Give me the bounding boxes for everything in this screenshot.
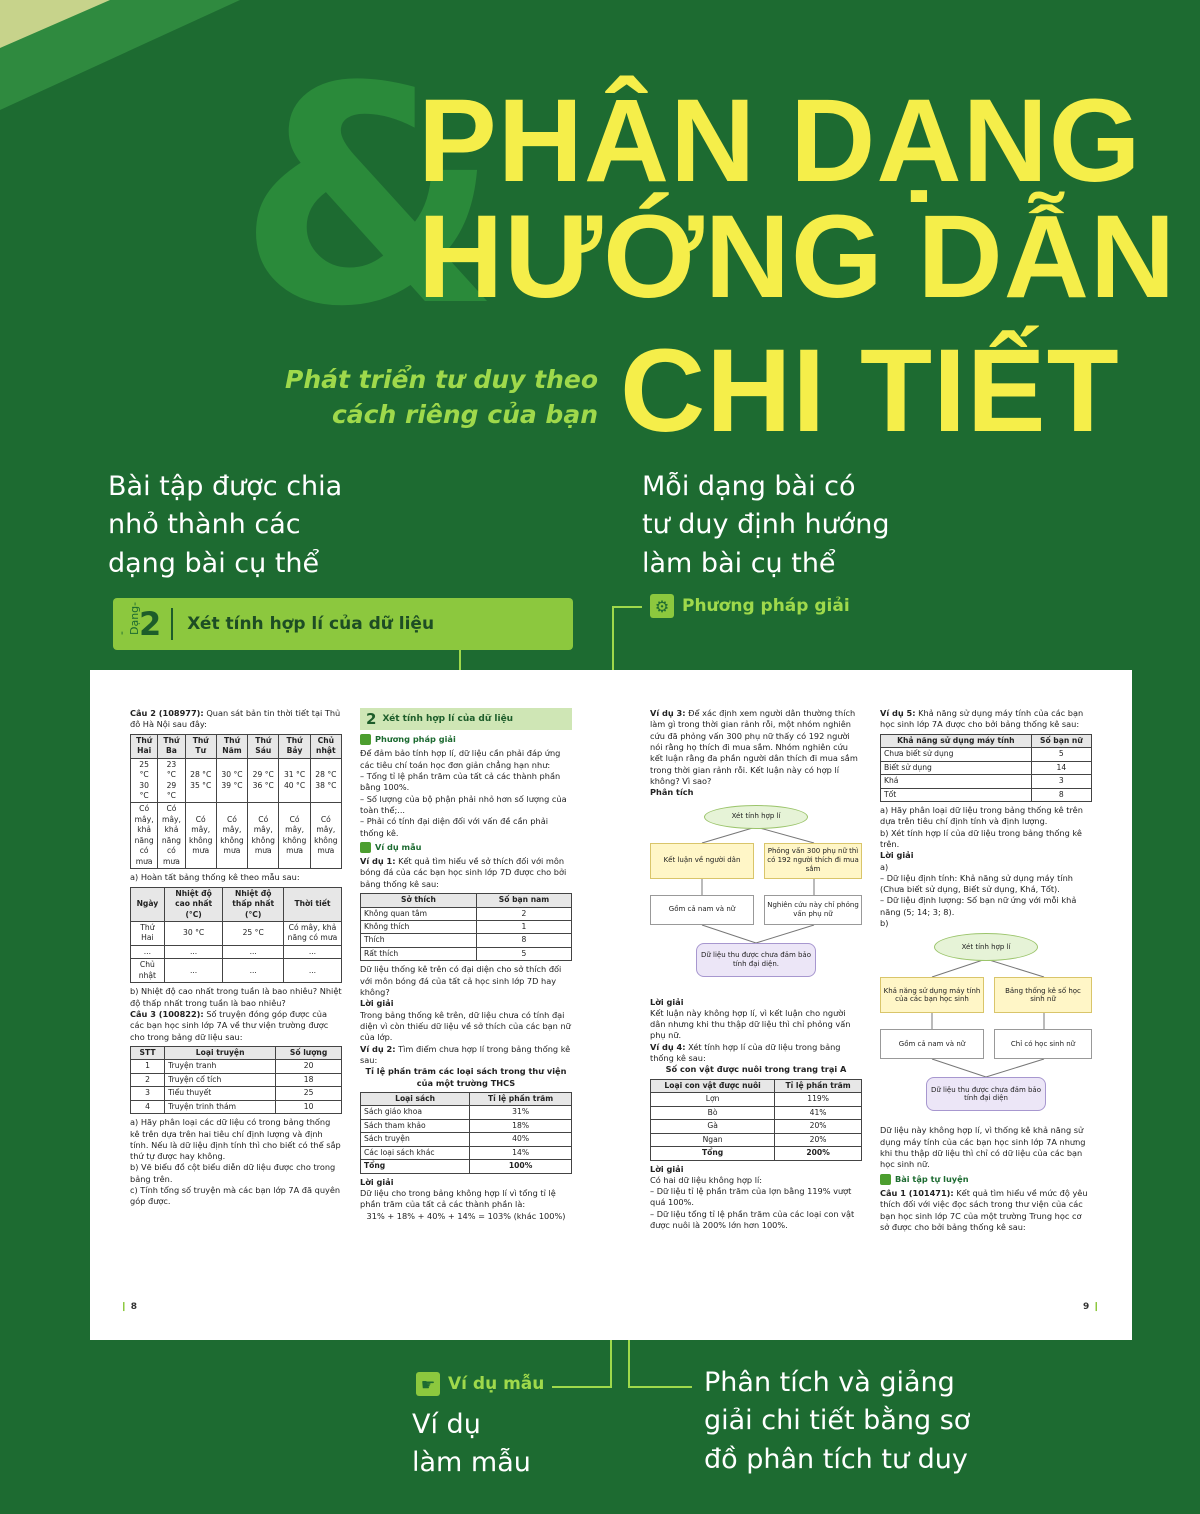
table-cell: 20% xyxy=(775,1133,862,1146)
story-table xyxy=(130,1046,342,1114)
question-2 xyxy=(130,708,342,731)
hobby-table xyxy=(360,893,572,961)
table-cell: Biết sử dụng xyxy=(881,761,1032,774)
table-header: Ngày xyxy=(131,887,165,921)
table-cell: 14% xyxy=(470,1146,572,1159)
table-cell: Có mây, không mưa xyxy=(310,803,341,869)
caption-line: tư duy định hướng xyxy=(642,509,890,541)
table-header: Tỉ lệ phần trăm xyxy=(775,1079,862,1092)
table-cell: 20% xyxy=(775,1120,862,1133)
table-cell: Gà xyxy=(651,1120,775,1133)
table-cell: Chủ nhật xyxy=(131,959,165,983)
table-cell: 28 °C 35 °C xyxy=(185,758,216,803)
paragraph: a) Hãy phân loại dữ liệu trong bảng thống kê trên dựa trên tiêu chí định tính và định lượng. xyxy=(880,804,1083,827)
solution-label: Lời giải xyxy=(880,850,914,861)
table-header: Khả năng sử dụng máy tính xyxy=(881,734,1032,747)
table-cell: 23 °C 29 °C xyxy=(158,758,185,803)
template-table xyxy=(130,887,342,984)
example-heading-label: Ví dụ mẫu xyxy=(375,841,422,852)
hand-pointing-icon: ☛ xyxy=(416,1372,440,1396)
table-cell: 3 xyxy=(131,1087,165,1100)
table-header: Thứ Bảy xyxy=(279,734,310,758)
table-header: Loại con vật được nuôi xyxy=(651,1079,775,1092)
page-9-col-2 xyxy=(880,708,1092,1233)
page-number-left: ❙ 8 xyxy=(120,1302,137,1312)
table-cell: Có mây, không mưa xyxy=(248,803,279,869)
table-cell: 25 °C xyxy=(223,921,284,945)
paragraph: – Số lượng của bộ phận phải nhỏ hơn số lượng của toàn thể;... xyxy=(360,793,567,815)
table-cell: 1 xyxy=(131,1060,165,1073)
table-cell: Có mây, không mưa xyxy=(185,803,216,869)
table-row xyxy=(651,1147,862,1160)
example-label: Ví dụ 4: xyxy=(650,1041,686,1052)
dang-number: 2 xyxy=(139,605,162,643)
caption-line: làm mẫu xyxy=(412,1447,531,1479)
table-row xyxy=(881,748,1092,761)
practice-heading-label: Bài tập tự luyện xyxy=(895,1173,969,1184)
table-row xyxy=(881,761,1092,774)
table-cell: 28 °C 38 °C xyxy=(310,758,341,803)
table-cell: Ngan xyxy=(651,1133,775,1146)
connector-line xyxy=(612,606,642,608)
table-cell: Sách giáo khoa xyxy=(361,1106,470,1119)
caption-line: Mỗi dạng bài có xyxy=(642,471,856,502)
dang-label: -Dạng- xyxy=(115,601,141,635)
flowchart-2 xyxy=(880,929,1092,1125)
table-row xyxy=(361,1119,572,1132)
book-type-table xyxy=(360,1092,572,1174)
flow-node-result: Dữ liệu thu được chưa đảm bảo tính đại diện. xyxy=(696,943,816,977)
weather-table xyxy=(130,734,342,870)
table-cell: 5 xyxy=(1031,748,1091,761)
paragraph: Để đảm bảo tính hợp lí, dữ liệu cần phải đáp ứng các tiêu chí toán học đơn giản chẳng hạn như: xyxy=(360,748,561,770)
solution-label: Lời giải xyxy=(360,1176,394,1187)
table-cell: ... xyxy=(283,959,341,983)
table-header: Thứ Sáu xyxy=(248,734,279,758)
paragraph: Có hai dữ liệu không hợp lí: xyxy=(650,1174,763,1185)
table-cell: Có mây, khả năng có mưa xyxy=(131,803,158,869)
table-row xyxy=(361,947,572,960)
hand-pointing-icon xyxy=(360,842,371,853)
dang-title: Xét tính hợp lí của dữ liệu xyxy=(187,614,435,634)
example-heading xyxy=(360,842,572,853)
method-badge xyxy=(650,594,850,618)
table-cell: 14 xyxy=(1031,761,1091,774)
table-cell: 29 °C 36 °C xyxy=(248,758,279,803)
question-label: Câu 3 (100822): xyxy=(130,1008,204,1019)
table-header: Số bạn nam xyxy=(476,894,571,907)
question-label: Câu 2 (108977): xyxy=(130,708,204,718)
method-heading xyxy=(360,734,572,745)
example-text: Để xác định xem người dân thường thích làm gì trong thời gian rảnh rỗi, một nhóm nghiên cứu đã phỏng vấn 300 phụ nữ thấy có 192 người nói rằng họ thích đi mua sắm. Nhóm nghiên cứu kết luận rằng đa phần người dân thích đi mua sắm trong thời gian rảnh rỗi. Kết luận này có hợp lí không? Vì sao? xyxy=(650,708,858,786)
question-part: a) Hãy phân loại các dữ liệu có trong bảng thống kê trên dựa trên hai tiêu chí định lượng và định tính. Nếu là dữ liệu định tính thì cho biết có thể sắp thứ tự được hay không. xyxy=(130,1117,341,1162)
table-header: Thời tiết xyxy=(283,887,341,921)
pencil-icon xyxy=(880,1174,891,1185)
table-row xyxy=(651,1106,862,1119)
table-cell: 18% xyxy=(470,1119,572,1132)
title-line-1: PHÂN DẠNG xyxy=(418,75,1142,207)
flow-node: Phỏng vấn 300 phụ nữ thì có 192 người thích đi mua sắm xyxy=(764,843,862,879)
dang-banner xyxy=(113,598,573,650)
solution-label: Lời giải xyxy=(360,998,394,1009)
table-cell: 40% xyxy=(470,1133,572,1146)
table-header: Thứ Năm xyxy=(216,734,247,758)
table-cell: 1 xyxy=(476,921,571,934)
caption-right-top xyxy=(642,468,890,583)
page-number-left-text: 8 xyxy=(130,1302,137,1312)
caption-bottom-right xyxy=(704,1364,970,1479)
table-header: Nhiệt độ cao nhất (°C) xyxy=(164,887,223,921)
table-cell: ... xyxy=(223,959,284,983)
paragraph: b) Xét tính hợp lí của dữ liệu trong bảng thống kê trên. xyxy=(880,827,1082,849)
table-row xyxy=(131,1073,342,1086)
table-header: Nhiệt độ thấp nhất (°C) xyxy=(223,887,284,921)
caption-line: đồ phân tích tư duy xyxy=(704,1443,968,1475)
table-cell: 8 xyxy=(476,934,571,947)
table-cell: Tổng xyxy=(651,1147,775,1160)
table-row xyxy=(361,921,572,934)
table-cell: Bò xyxy=(651,1106,775,1119)
table-row xyxy=(361,1133,572,1146)
table-row xyxy=(131,1100,342,1113)
table-cell: 31% xyxy=(470,1106,572,1119)
table-cell: Không quan tâm xyxy=(361,907,477,920)
table-row xyxy=(131,1060,342,1073)
table-cell: Tổng xyxy=(361,1160,470,1173)
page-number-right-text: 9 xyxy=(1083,1302,1090,1312)
title-line-3: CHI TIẾT xyxy=(620,325,1120,457)
connector-line xyxy=(628,1386,692,1388)
question-text: Kết quả tìm hiểu về mức độ yêu thích đối với việc đọc sách trong thư viện của các bạn học sinh lớp 7C của một trường Trung học cơ sở được cho bởi bảng thống kê sau: xyxy=(880,1187,1088,1232)
paragraph: – Dữ liệu tỉ lệ phần trăm của lợn bằng 119% vượt quá 100%. xyxy=(650,1186,852,1208)
example-2 xyxy=(360,1044,572,1067)
page-8-col-1 xyxy=(130,708,342,1208)
page-9-col-1 xyxy=(650,708,862,1231)
paragraph: b) xyxy=(880,918,889,929)
title-line-2: HƯỚNG DẪN xyxy=(418,191,1177,323)
slogan xyxy=(285,362,598,432)
table-header: Loại truyện xyxy=(165,1046,276,1059)
paragraph: – Dữ liệu định tính: Khả năng sử dụng máy tính (Chưa biết sử dụng, Biết sử dụng, Khá, Tốt). xyxy=(880,872,1073,895)
solution-label: Lời giải xyxy=(650,1163,684,1174)
table-header: STT xyxy=(131,1046,165,1059)
paragraph: Dữ liệu cho trong bảng không hợp lí vì tổng tỉ lệ phần trăm của tất cả các thành phần là: xyxy=(360,1187,556,1210)
table-cell: 30 °C xyxy=(164,921,223,945)
table-row xyxy=(361,1106,572,1119)
table-cell: 100% xyxy=(470,1160,572,1173)
table-cell: 25 °C 30 °C xyxy=(131,758,158,803)
table-title: Tỉ lệ phần trăm các loại sách trong thư viện của một trường THCS xyxy=(365,1066,567,1088)
table-cell: Có mây, không mưa xyxy=(216,803,247,869)
paragraph: – Phải có tính đại diện đối với vấn đề cần phải thống kê. xyxy=(360,816,548,838)
example-text: Kết quả tìm hiểu về sở thích đối với môn bóng đá của các bạn học sinh lớp 7D được cho bởi bảng thống kê sau: xyxy=(360,856,567,889)
table-cell: 30 °C 39 °C xyxy=(216,758,247,803)
question-part: b) Nhiệt độ cao nhất trong tuần là bao nhiêu? Nhiệt độ thấp nhất trong tuần là bao nhiêu? xyxy=(130,986,342,1008)
table-cell: ... xyxy=(283,945,341,958)
example-4 xyxy=(650,1042,862,1065)
table-cell: Rất thích xyxy=(361,947,477,960)
table-cell: Các loại sách khác xyxy=(361,1146,470,1159)
caption-left-top xyxy=(108,468,342,583)
flow-node-root: Xét tính hợp lí xyxy=(934,933,1038,961)
table-cell: ... xyxy=(164,945,223,958)
table-cell: 5 xyxy=(476,947,571,960)
table-cell: Có mây, khả năng có mưa xyxy=(158,803,185,869)
table-header: Sở thích xyxy=(361,894,477,907)
table-header: Tỉ lệ phần trăm xyxy=(470,1092,572,1105)
table-header: Loại sách xyxy=(361,1092,470,1105)
flow-node-root: Xét tính hợp lí xyxy=(704,805,808,829)
table-header: Thứ Hai xyxy=(131,734,158,758)
connector-line xyxy=(552,1386,612,1388)
table-row xyxy=(131,1087,342,1100)
example-text: Khả năng sử dụng máy tính của các bạn học sinh lớp 7A được cho bởi bảng thống kê sau: xyxy=(880,708,1084,730)
method-badge-label: Phương pháp giải xyxy=(682,596,850,616)
table-cell: 31 °C 40 °C xyxy=(279,758,310,803)
example-label: Ví dụ 3: xyxy=(650,708,686,718)
table-cell: ... xyxy=(164,959,223,983)
dang-mini-title: Xét tính hợp lí của dữ liệu xyxy=(382,713,514,724)
example-5 xyxy=(880,708,1092,731)
table-cell: Có mây, khả năng có mưa xyxy=(283,921,341,945)
table-row xyxy=(361,934,572,947)
page-number-right: 9 ❙ xyxy=(1083,1302,1100,1312)
table-header: Thứ Ba xyxy=(158,734,185,758)
caption-line: Phân tích và giảng xyxy=(704,1367,955,1398)
slogan-line-2: cách riêng của bạn xyxy=(331,400,598,429)
dang-divider xyxy=(171,608,173,640)
question-text: Quan sát bản tin thời tiết tại Thủ đô Hà Nội sau đây: xyxy=(130,708,341,730)
table-row xyxy=(361,907,572,920)
example-badge xyxy=(416,1372,544,1396)
table-title: Số con vật được nuôi trong trang trại A xyxy=(665,1064,847,1075)
flow-node: Gồm cả nam và nữ xyxy=(880,1029,984,1059)
dang-mini-banner xyxy=(360,708,572,730)
farm-table xyxy=(650,1079,862,1161)
table-cell: 119% xyxy=(775,1093,862,1106)
example-1 xyxy=(360,856,572,890)
table-header: Số lượng xyxy=(276,1046,342,1059)
table-row xyxy=(361,1146,572,1159)
computer-skill-table xyxy=(880,734,1092,802)
table-cell: 10 xyxy=(276,1100,342,1113)
flowchart-1 xyxy=(650,799,862,997)
table-cell: Sách truyện xyxy=(361,1133,470,1146)
table-row xyxy=(651,1093,862,1106)
example-label: Ví dụ 5: xyxy=(880,708,916,718)
gear-icon: ⚙ xyxy=(650,594,674,618)
table-cell: Có mây, không mưa xyxy=(279,803,310,869)
table-cell: 18 xyxy=(276,1073,342,1086)
table-cell: Lợn xyxy=(651,1093,775,1106)
example-text: Tìm điểm chưa hợp lí trong bảng thống kê sau: xyxy=(360,1043,571,1065)
table-row xyxy=(651,1133,862,1146)
table-cell: 20 xyxy=(276,1060,342,1073)
analysis-label: Phân tích xyxy=(650,787,694,798)
table-cell: 2 xyxy=(131,1073,165,1086)
table-cell: 41% xyxy=(775,1106,862,1119)
table-cell: 2 xyxy=(476,907,571,920)
table-row xyxy=(651,1120,862,1133)
example-badge-label: Ví dụ mẫu xyxy=(448,1374,545,1394)
calculation: 31% + 18% + 40% + 14% = 103% (khác 100%) xyxy=(366,1210,566,1221)
caption-line: dạng bài cụ thể xyxy=(108,547,320,579)
flow-node: Khả năng sử dụng máy tính của các bạn học sinh xyxy=(880,977,984,1013)
practice-question-1 xyxy=(880,1188,1092,1233)
question-part: b) Vẽ biểu đồ cột biểu diễn dữ liệu được cho trong bảng trên. xyxy=(130,1162,336,1184)
example-label: Ví dụ 1: xyxy=(360,856,396,867)
table-cell: 3 xyxy=(1031,775,1091,788)
table-cell: 200% xyxy=(775,1147,862,1160)
table-cell: ... xyxy=(223,945,284,958)
table-cell: Tiểu thuyết xyxy=(165,1087,276,1100)
paragraph: – Dữ liệu định lượng: Số bạn nữ ứng với mỗi khả năng (5; 14; 3; 8). xyxy=(880,895,1077,917)
question-text: Số truyện đóng góp được của các bạn học sinh lớp 7A về thư viện trường được cho trong bảng dữ liệu sau: xyxy=(130,1008,329,1042)
caption-line: làm bài cụ thể xyxy=(642,547,836,579)
caption-bottom-left xyxy=(412,1406,531,1483)
table-header: Số bạn nữ xyxy=(1031,734,1091,747)
question-part: a) Hoàn tất bảng thống kê theo mẫu sau: xyxy=(130,872,300,883)
example-text: Xét tính hợp lí của dữ liệu trong bảng thống kê sau: xyxy=(650,1041,841,1064)
ampersand: & xyxy=(238,23,500,372)
table-header: Thứ Tư xyxy=(185,734,216,758)
table-cell: 8 xyxy=(1031,788,1091,801)
solution-label: Lời giải xyxy=(650,996,684,1007)
caption-line: Ví dụ xyxy=(412,1409,481,1440)
table-cell: Truyện trinh thám xyxy=(165,1100,276,1113)
table-cell: Thích xyxy=(361,934,477,947)
question-label: Câu 1 (101471): xyxy=(880,1187,954,1198)
paragraph: Dữ liệu thống kê trên có đại diện cho sở thích đối với môn bóng đá của tất cả học sinh lớp 7D hay không? xyxy=(360,964,562,998)
flow-node: Kết luận về người dân xyxy=(650,843,754,879)
caption-line: giải chi tiết bằng sơ xyxy=(704,1405,971,1437)
flow-node-result: Dữ liệu thu được chưa đảm bảo tính đại diện xyxy=(926,1077,1046,1111)
paragraph: – Dữ liệu tổng tỉ lệ phần trăm của các loại con vật được nuôi là 200% lớn hơn 100%. xyxy=(650,1208,855,1231)
table-cell: 4 xyxy=(131,1100,165,1113)
table-cell: Khá xyxy=(881,775,1032,788)
paragraph: a) xyxy=(880,861,889,872)
caption-line: nhỏ thành các xyxy=(108,509,301,541)
paragraph: Dữ liệu này không hợp lí, vì thống kê khả năng sử dụng máy tính của các bạn học sinh lớp 7A nhưng khi thu thập dữ liệu thì chỉ có dữ liệu của các bạn học sinh nữ. xyxy=(880,1125,1086,1170)
paragraph: Trong bảng thống kê trên, dữ liệu chưa có tính đại diện vì còn thiếu dữ liệu về sở thích của các bạn nữ của lớp. xyxy=(360,1009,571,1043)
page-8-col-2 xyxy=(360,708,572,1222)
caption-line: Bài tập được chia xyxy=(108,471,343,502)
method-heading-label: Phương pháp giải xyxy=(375,734,456,744)
example-label: Ví dụ 2: xyxy=(360,1043,396,1054)
paragraph: Kết luận này không hợp lí, vì kết luận cho người dân nhưng khi thu thập dữ liệu thì chỉ phỏng vấn phụ nữ. xyxy=(650,1007,851,1041)
table-cell: Truyện cổ tích xyxy=(165,1073,276,1086)
table-row xyxy=(361,1160,572,1173)
table-cell: ... xyxy=(131,945,165,958)
flow-node: Bảng thống kê số học sinh nữ xyxy=(994,977,1092,1013)
table-row xyxy=(881,788,1092,801)
paragraph: – Tổng tỉ lệ phần trăm của tất cả các thành phần bằng 100%. xyxy=(360,770,561,793)
table-cell: 25 xyxy=(276,1087,342,1100)
example-3 xyxy=(650,708,862,787)
table-cell: Chưa biết sử dụng xyxy=(881,748,1032,761)
table-cell: Sách tham khảo xyxy=(361,1119,470,1132)
question-part: c) Tính tổng số truyện mà các bạn lớp 7A đã quyên góp được. xyxy=(130,1185,341,1207)
table-header: Chủ nhật xyxy=(310,734,341,758)
book-spread xyxy=(90,670,1132,1340)
flow-node: Chỉ có học sinh nữ xyxy=(994,1029,1092,1059)
question-3 xyxy=(130,1009,342,1043)
dang-mini-number: 2 xyxy=(366,709,377,728)
practice-heading xyxy=(880,1174,1092,1185)
table-cell: Không thích xyxy=(361,921,477,934)
slogan-line-1: Phát triển tư duy theo xyxy=(285,365,598,394)
table-cell: Tốt xyxy=(881,788,1032,801)
gear-icon xyxy=(360,734,371,745)
table-row xyxy=(881,775,1092,788)
table-cell: Truyện tranh xyxy=(165,1060,276,1073)
table-cell: Thứ Hai xyxy=(131,921,165,945)
flow-node: Gồm cả nam và nữ xyxy=(650,895,754,925)
flow-node: Nghiên cứu này chỉ phỏng vấn phụ nữ xyxy=(764,895,862,925)
